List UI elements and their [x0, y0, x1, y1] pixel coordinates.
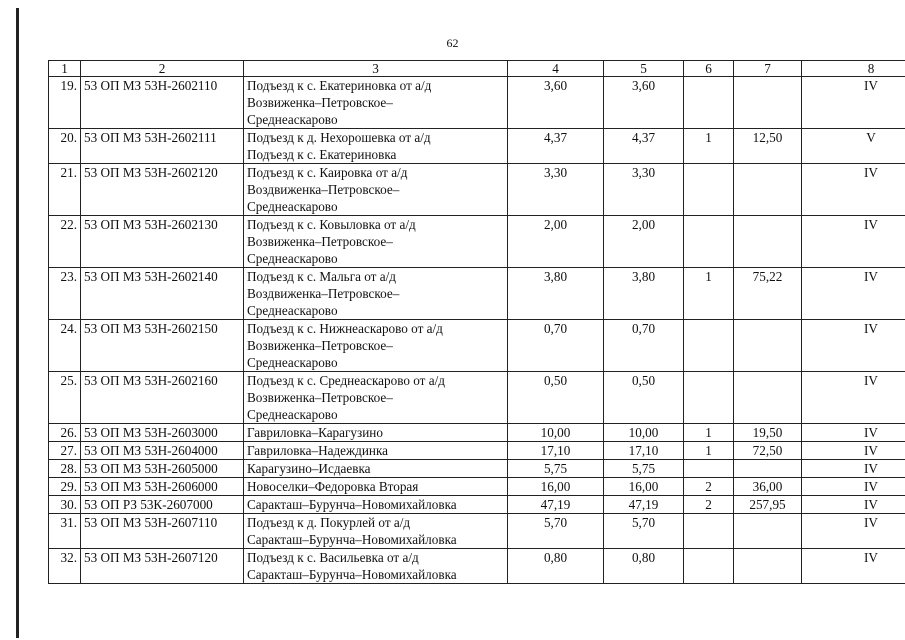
row-number: 25.: [49, 372, 81, 424]
row-number: 24.: [49, 320, 81, 372]
header-col-1: 1: [49, 61, 81, 77]
bridge-count: 2: [684, 496, 734, 514]
header-col-4: 4: [508, 61, 604, 77]
road-name-line: Подъезд к с. Ковыловка от а/д: [247, 217, 416, 232]
road-name: [244, 164, 508, 216]
road-category: IV: [802, 268, 905, 320]
road-name: [244, 320, 508, 372]
bridge-length: 257,95: [734, 496, 802, 514]
row-number: 29.: [49, 478, 81, 496]
table-row: [49, 514, 905, 549]
length-section: 2,00: [604, 216, 684, 268]
road-code: 53 ОП МЗ 53Н-2604000: [81, 442, 244, 460]
table-row: [49, 320, 905, 372]
length-total: 47,19: [508, 496, 604, 514]
road-name-line: Подъезд к с. Каировка от а/д: [247, 165, 408, 180]
bridge-length: 19,50: [734, 424, 802, 442]
road-category: IV: [802, 424, 905, 442]
length-total: 0,70: [508, 320, 604, 372]
bridge-count: [684, 77, 734, 129]
road-category: IV: [802, 478, 905, 496]
bridge-count: 2: [684, 478, 734, 496]
road-name: [244, 549, 508, 584]
bridge-count: 1: [684, 442, 734, 460]
road-category: IV: [802, 460, 905, 478]
road-name-line: Среднеаскарово: [247, 303, 338, 318]
road-code: 53 ОП МЗ 53Н-2603000: [81, 424, 244, 442]
road-name-line: Воздвиженка–Петровское–: [247, 286, 400, 301]
bridge-count: [684, 372, 734, 424]
road-category: IV: [802, 216, 905, 268]
table-header-row: [49, 61, 905, 77]
road-registry-table: [48, 60, 905, 584]
length-total: 16,00: [508, 478, 604, 496]
road-name-line: Среднеаскарово: [247, 355, 338, 370]
road-name-line: Подъезд к д. Покурлей от а/д: [247, 515, 411, 530]
road-name-line: Среднеаскарово: [247, 407, 338, 422]
road-category: IV: [802, 320, 905, 372]
row-number: 22.: [49, 216, 81, 268]
length-section: 17,10: [604, 442, 684, 460]
row-number: 32.: [49, 549, 81, 584]
road-name-line: Возвиженка–Петровское–: [247, 234, 393, 249]
length-section: 5,75: [604, 460, 684, 478]
bridge-count: [684, 549, 734, 584]
road-name: [244, 460, 508, 478]
bridge-length: [734, 320, 802, 372]
road-name-line: Среднеаскарово: [247, 112, 338, 127]
road-name-line: Новоселки–Федоровка Вторая: [247, 479, 419, 494]
road-name: [244, 514, 508, 549]
road-name-line: Возвиженка–Петровское–: [247, 338, 393, 353]
road-name-line: Среднеаскарово: [247, 251, 338, 266]
length-total: 0,80: [508, 549, 604, 584]
length-section: 16,00: [604, 478, 684, 496]
header-col-8: 8: [802, 61, 905, 77]
road-code: 53 ОП МЗ 53Н-2607110: [81, 514, 244, 549]
road-category: IV: [802, 77, 905, 129]
road-name-line: Гавриловка–Надеждинка: [247, 443, 389, 458]
row-number: 21.: [49, 164, 81, 216]
header-col-6: 6: [684, 61, 734, 77]
table-row: [49, 77, 905, 129]
bridge-length: 12,50: [734, 129, 802, 164]
bridge-length: 72,50: [734, 442, 802, 460]
road-code: 53 ОП МЗ 53Н-2602150: [81, 320, 244, 372]
length-total: 4,37: [508, 129, 604, 164]
bridge-length: 36,00: [734, 478, 802, 496]
road-name: [244, 372, 508, 424]
table-row: [49, 549, 905, 584]
road-code: 53 ОП МЗ 53Н-2606000: [81, 478, 244, 496]
road-name-line: Подъезд к с. Екатериновка от а/д: [247, 78, 432, 93]
length-section: 0,50: [604, 372, 684, 424]
bridge-length: [734, 77, 802, 129]
road-code: 53 ОП МЗ 53Н-2602111: [81, 129, 244, 164]
length-section: 4,37: [604, 129, 684, 164]
road-code: 53 ОП МЗ 53Н-2607120: [81, 549, 244, 584]
road-name-line: Подъезд к с. Екатериновка: [247, 147, 397, 162]
bridge-length: [734, 216, 802, 268]
row-number: 27.: [49, 442, 81, 460]
road-name-line: Саракташ–Бурунча–Новомихайловка: [247, 497, 457, 512]
length-section: 10,00: [604, 424, 684, 442]
road-category: IV: [802, 496, 905, 514]
bridge-count: [684, 164, 734, 216]
row-number: 30.: [49, 496, 81, 514]
bridge-count: [684, 460, 734, 478]
bridge-length: [734, 372, 802, 424]
bridge-count: 1: [684, 424, 734, 442]
header-col-7: 7: [734, 61, 802, 77]
row-number: 19.: [49, 77, 81, 129]
table-row: [49, 460, 905, 478]
road-name-line: Карагузино–Исдаевка: [247, 461, 371, 476]
length-total: 3,80: [508, 268, 604, 320]
row-number: 20.: [49, 129, 81, 164]
bridge-length: [734, 460, 802, 478]
page-number: 62: [446, 36, 459, 50]
road-category: IV: [802, 549, 905, 584]
table-row: [49, 129, 905, 164]
road-name: [244, 77, 508, 129]
row-number: 31.: [49, 514, 81, 549]
road-name-line: Воздвиженка–Петровское–: [247, 182, 400, 197]
road-name: [244, 268, 508, 320]
road-name-line: Подъезд к с. Среднеаскарово от а/д: [247, 373, 445, 388]
road-name: [244, 129, 508, 164]
road-category: IV: [802, 372, 905, 424]
length-total: 3,60: [508, 77, 604, 129]
length-total: 2,00: [508, 216, 604, 268]
length-section: 0,80: [604, 549, 684, 584]
row-number: 23.: [49, 268, 81, 320]
bridge-length: 75,22: [734, 268, 802, 320]
road-name: [244, 442, 508, 460]
road-name-line: Гавриловка–Карагузино: [247, 425, 383, 440]
road-name: [244, 216, 508, 268]
table-row: [49, 164, 905, 216]
road-code: 53 ОП МЗ 53Н-2602160: [81, 372, 244, 424]
road-name-line: Саракташ–Бурунча–Новомихайловка: [247, 567, 457, 582]
road-name: [244, 478, 508, 496]
bridge-count: [684, 514, 734, 549]
bridge-count: [684, 320, 734, 372]
header-col-2: 2: [81, 61, 244, 77]
table-row: [49, 216, 905, 268]
road-code: 53 ОП МЗ 53Н-2602110: [81, 77, 244, 129]
bridge-length: [734, 549, 802, 584]
table-row: [49, 442, 905, 460]
table-row: [49, 496, 905, 514]
road-name-line: Возвиженка–Петровское–: [247, 95, 393, 110]
length-section: 5,70: [604, 514, 684, 549]
length-section: 47,19: [604, 496, 684, 514]
bridge-length: [734, 164, 802, 216]
length-section: 3,80: [604, 268, 684, 320]
row-number: 28.: [49, 460, 81, 478]
bridge-count: 1: [684, 129, 734, 164]
road-name-line: Подъезд к с. Нижнеаскарово от а/д: [247, 321, 443, 336]
length-section: 0,70: [604, 320, 684, 372]
road-code: 53 ОП МЗ 53Н-2605000: [81, 460, 244, 478]
road-name-line: Подъезд к с. Мальга от а/д: [247, 269, 396, 284]
table-row: [49, 478, 905, 496]
road-name-line: Среднеаскарово: [247, 199, 338, 214]
bridge-count: [684, 216, 734, 268]
road-name: [244, 424, 508, 442]
road-code: 53 ОП МЗ 53Н-2602140: [81, 268, 244, 320]
length-total: 0,50: [508, 372, 604, 424]
road-code: 53 ОП МЗ 53Н-2602130: [81, 216, 244, 268]
row-number: 26.: [49, 424, 81, 442]
road-name-line: Подъезд к с. Васильевка от а/д: [247, 550, 419, 565]
length-total: 5,70: [508, 514, 604, 549]
binder-edge-line: [16, 8, 19, 638]
length-total: 3,30: [508, 164, 604, 216]
road-category: IV: [802, 514, 905, 549]
road-category: V: [802, 129, 905, 164]
length-section: 3,30: [604, 164, 684, 216]
length-section: 3,60: [604, 77, 684, 129]
road-name-line: Возвиженка–Петровское–: [247, 390, 393, 405]
bridge-count: 1: [684, 268, 734, 320]
table-row: [49, 268, 905, 320]
road-code: 53 ОП МЗ 53Н-2602120: [81, 164, 244, 216]
road-name-line: Подъезд к д. Нехорошевка от а/д: [247, 130, 431, 145]
table-row: [49, 424, 905, 442]
table-body: [49, 77, 905, 584]
length-total: 17,10: [508, 442, 604, 460]
header-col-5: 5: [604, 61, 684, 77]
bridge-length: [734, 514, 802, 549]
length-total: 10,00: [508, 424, 604, 442]
road-name-line: Саракташ–Бурунча–Новомихайловка: [247, 532, 457, 547]
road-category: IV: [802, 164, 905, 216]
road-category: IV: [802, 442, 905, 460]
road-name: [244, 496, 508, 514]
length-total: 5,75: [508, 460, 604, 478]
header-col-3: 3: [244, 61, 508, 77]
table-row: [49, 372, 905, 424]
road-code: 53 ОП РЗ 53К-2607000: [81, 496, 244, 514]
